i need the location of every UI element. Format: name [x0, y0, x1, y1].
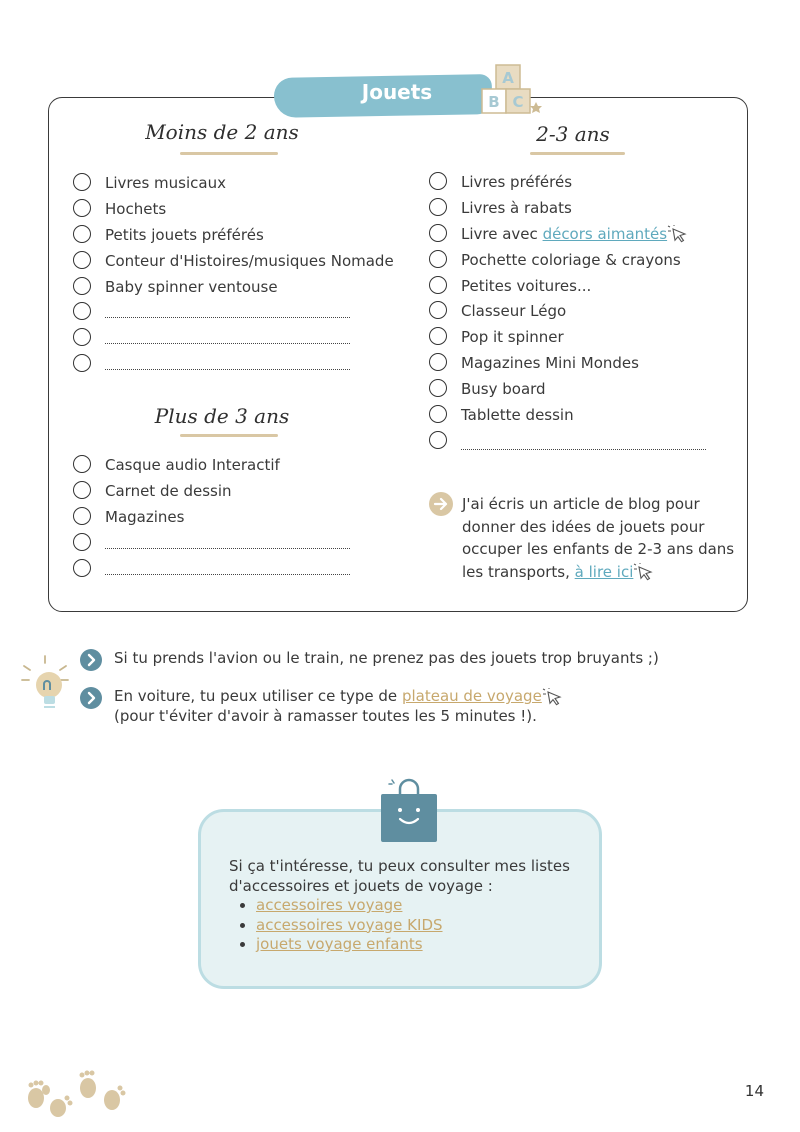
- checklist-blank-item[interactable]: [73, 302, 403, 328]
- checkbox-circle[interactable]: [429, 198, 447, 216]
- blank-line[interactable]: [105, 548, 350, 549]
- checkbox-circle[interactable]: [73, 507, 91, 525]
- chevron-right-icon: [80, 649, 102, 671]
- checklist-blank-item[interactable]: [73, 559, 403, 585]
- checkbox-circle[interactable]: [73, 199, 91, 217]
- checklist-item[interactable]: Pop it spinner: [429, 327, 739, 353]
- info-text: Si ça t'intéresse, tu peux consulter mes listes d'accessoires et jouets de voyage : • accessoires voyage • accessoires voyage KIDS • jouets voyage enfants: [229, 857, 579, 955]
- checkbox-circle[interactable]: [73, 328, 91, 346]
- checkbox-circle[interactable]: [73, 559, 91, 577]
- checkbox-circle[interactable]: [429, 353, 447, 371]
- blank-line[interactable]: [461, 449, 706, 450]
- checkbox-circle[interactable]: [73, 481, 91, 499]
- list-item: [256, 916, 579, 936]
- checklist-item[interactable]: Livres musicaux: [73, 173, 403, 199]
- checklist-item[interactable]: Magazines: [73, 507, 403, 533]
- checkbox-circle[interactable]: [429, 172, 447, 190]
- checklist-blank-item[interactable]: [73, 533, 403, 559]
- checkbox-circle[interactable]: [73, 455, 91, 473]
- checklist-item[interactable]: Petites voitures...: [429, 276, 739, 302]
- checklist-item[interactable]: Baby spinner ventouse: [73, 277, 403, 303]
- section-title: Jouets: [361, 80, 433, 104]
- accessories-kids-link[interactable]: accessoires voyage KIDS: [256, 915, 443, 934]
- svg-text:A: A: [502, 69, 514, 87]
- heading-underline: [530, 152, 625, 155]
- decor-link[interactable]: décors aimantés: [542, 224, 668, 243]
- checkbox-circle[interactable]: [73, 302, 91, 320]
- list-item: [256, 896, 579, 916]
- checkbox-circle[interactable]: [73, 251, 91, 269]
- chevron-right-icon: [80, 687, 102, 709]
- heading-under-2: Moins de 2 ans: [145, 120, 299, 144]
- tray-link[interactable]: plateau de voyage: [401, 687, 542, 705]
- lightbulb-icon: [20, 654, 70, 710]
- checkbox-circle[interactable]: [429, 327, 447, 345]
- checklist-item[interactable]: Busy board: [429, 379, 739, 405]
- list-item: [256, 935, 579, 955]
- checklist-item[interactable]: Conteur d'Histoires/musiques Nomade: [73, 251, 403, 277]
- toys-travel-link[interactable]: jouets voyage enfants: [256, 935, 423, 953]
- shopping-bag-icon: [378, 776, 440, 844]
- checklist-blank-item[interactable]: [73, 328, 403, 354]
- travel-links-list: [229, 896, 579, 955]
- page-number: 14: [744, 1082, 764, 1100]
- checklist-blank-item[interactable]: [429, 431, 739, 457]
- checkbox-circle[interactable]: [73, 354, 91, 372]
- blank-line[interactable]: [105, 574, 350, 575]
- checkbox-circle[interactable]: [73, 225, 91, 243]
- heading-underline: [180, 434, 278, 437]
- checkbox-circle[interactable]: [73, 533, 91, 551]
- accessories-link[interactable]: accessoires voyage: [256, 896, 403, 914]
- checklist-item[interactable]: Livres à rabats: [429, 198, 739, 224]
- checkbox-circle[interactable]: [73, 277, 91, 295]
- checkbox-circle[interactable]: [73, 173, 91, 191]
- list-2-3: [429, 172, 739, 457]
- heading-2-3: 2-3 ans: [536, 122, 610, 146]
- cursor-click-icon: [542, 688, 568, 706]
- blank-line[interactable]: [105, 343, 350, 344]
- abc-blocks-icon: [474, 62, 544, 118]
- blank-line[interactable]: [105, 369, 350, 370]
- checklist-item[interactable]: Tablette dessin: [429, 405, 739, 431]
- checklist-item[interactable]: Casque audio Interactif: [73, 455, 403, 481]
- heading-underline: [180, 152, 278, 155]
- checklist-blank-item[interactable]: [73, 354, 403, 380]
- checklist-item[interactable]: Livres préférés: [429, 172, 739, 198]
- tip-text: Si tu prends l'avion ou le train, ne prenez pas des jouets trop bruyants ;): [114, 649, 659, 667]
- checklist-item[interactable]: Petits jouets préférés: [73, 225, 403, 251]
- checkbox-circle[interactable]: [429, 379, 447, 397]
- list-under-2: [73, 173, 403, 380]
- arrow-right-icon: [429, 492, 453, 516]
- checkbox-circle[interactable]: [429, 250, 447, 268]
- footprints-icon: [22, 1068, 130, 1120]
- checkbox-circle[interactable]: [429, 431, 447, 449]
- checkbox-circle[interactable]: [429, 405, 447, 423]
- blog-note: J'ai écris un article de blog pour donner des idées de jouets pour occuper les enfants de 2-3 ans dans les transports, à lire ici: [462, 495, 735, 581]
- heading-over-3: Plus de 3 ans: [154, 404, 290, 428]
- cursor-click-icon: [633, 563, 659, 581]
- svg-text:C: C: [512, 93, 524, 111]
- blank-line[interactable]: [105, 317, 350, 318]
- list-over-3: [73, 455, 403, 584]
- checklist-item[interactable]: Livre avec décors aimantés: [429, 224, 739, 250]
- cursor-click-icon: [667, 225, 693, 243]
- checkbox-circle[interactable]: [429, 224, 447, 242]
- checklist-item[interactable]: Pochette coloriage & crayons: [429, 250, 739, 276]
- svg-text:B: B: [488, 93, 500, 111]
- checklist-item[interactable]: Carnet de dessin: [73, 481, 403, 507]
- checkbox-circle[interactable]: [429, 276, 447, 294]
- checklist-item[interactable]: Classeur Légo: [429, 301, 739, 327]
- checkbox-circle[interactable]: [429, 301, 447, 319]
- blog-link[interactable]: à lire ici: [574, 562, 634, 581]
- checklist-item[interactable]: Hochets: [73, 199, 403, 225]
- checklist-item[interactable]: Magazines Mini Mondes: [429, 353, 739, 379]
